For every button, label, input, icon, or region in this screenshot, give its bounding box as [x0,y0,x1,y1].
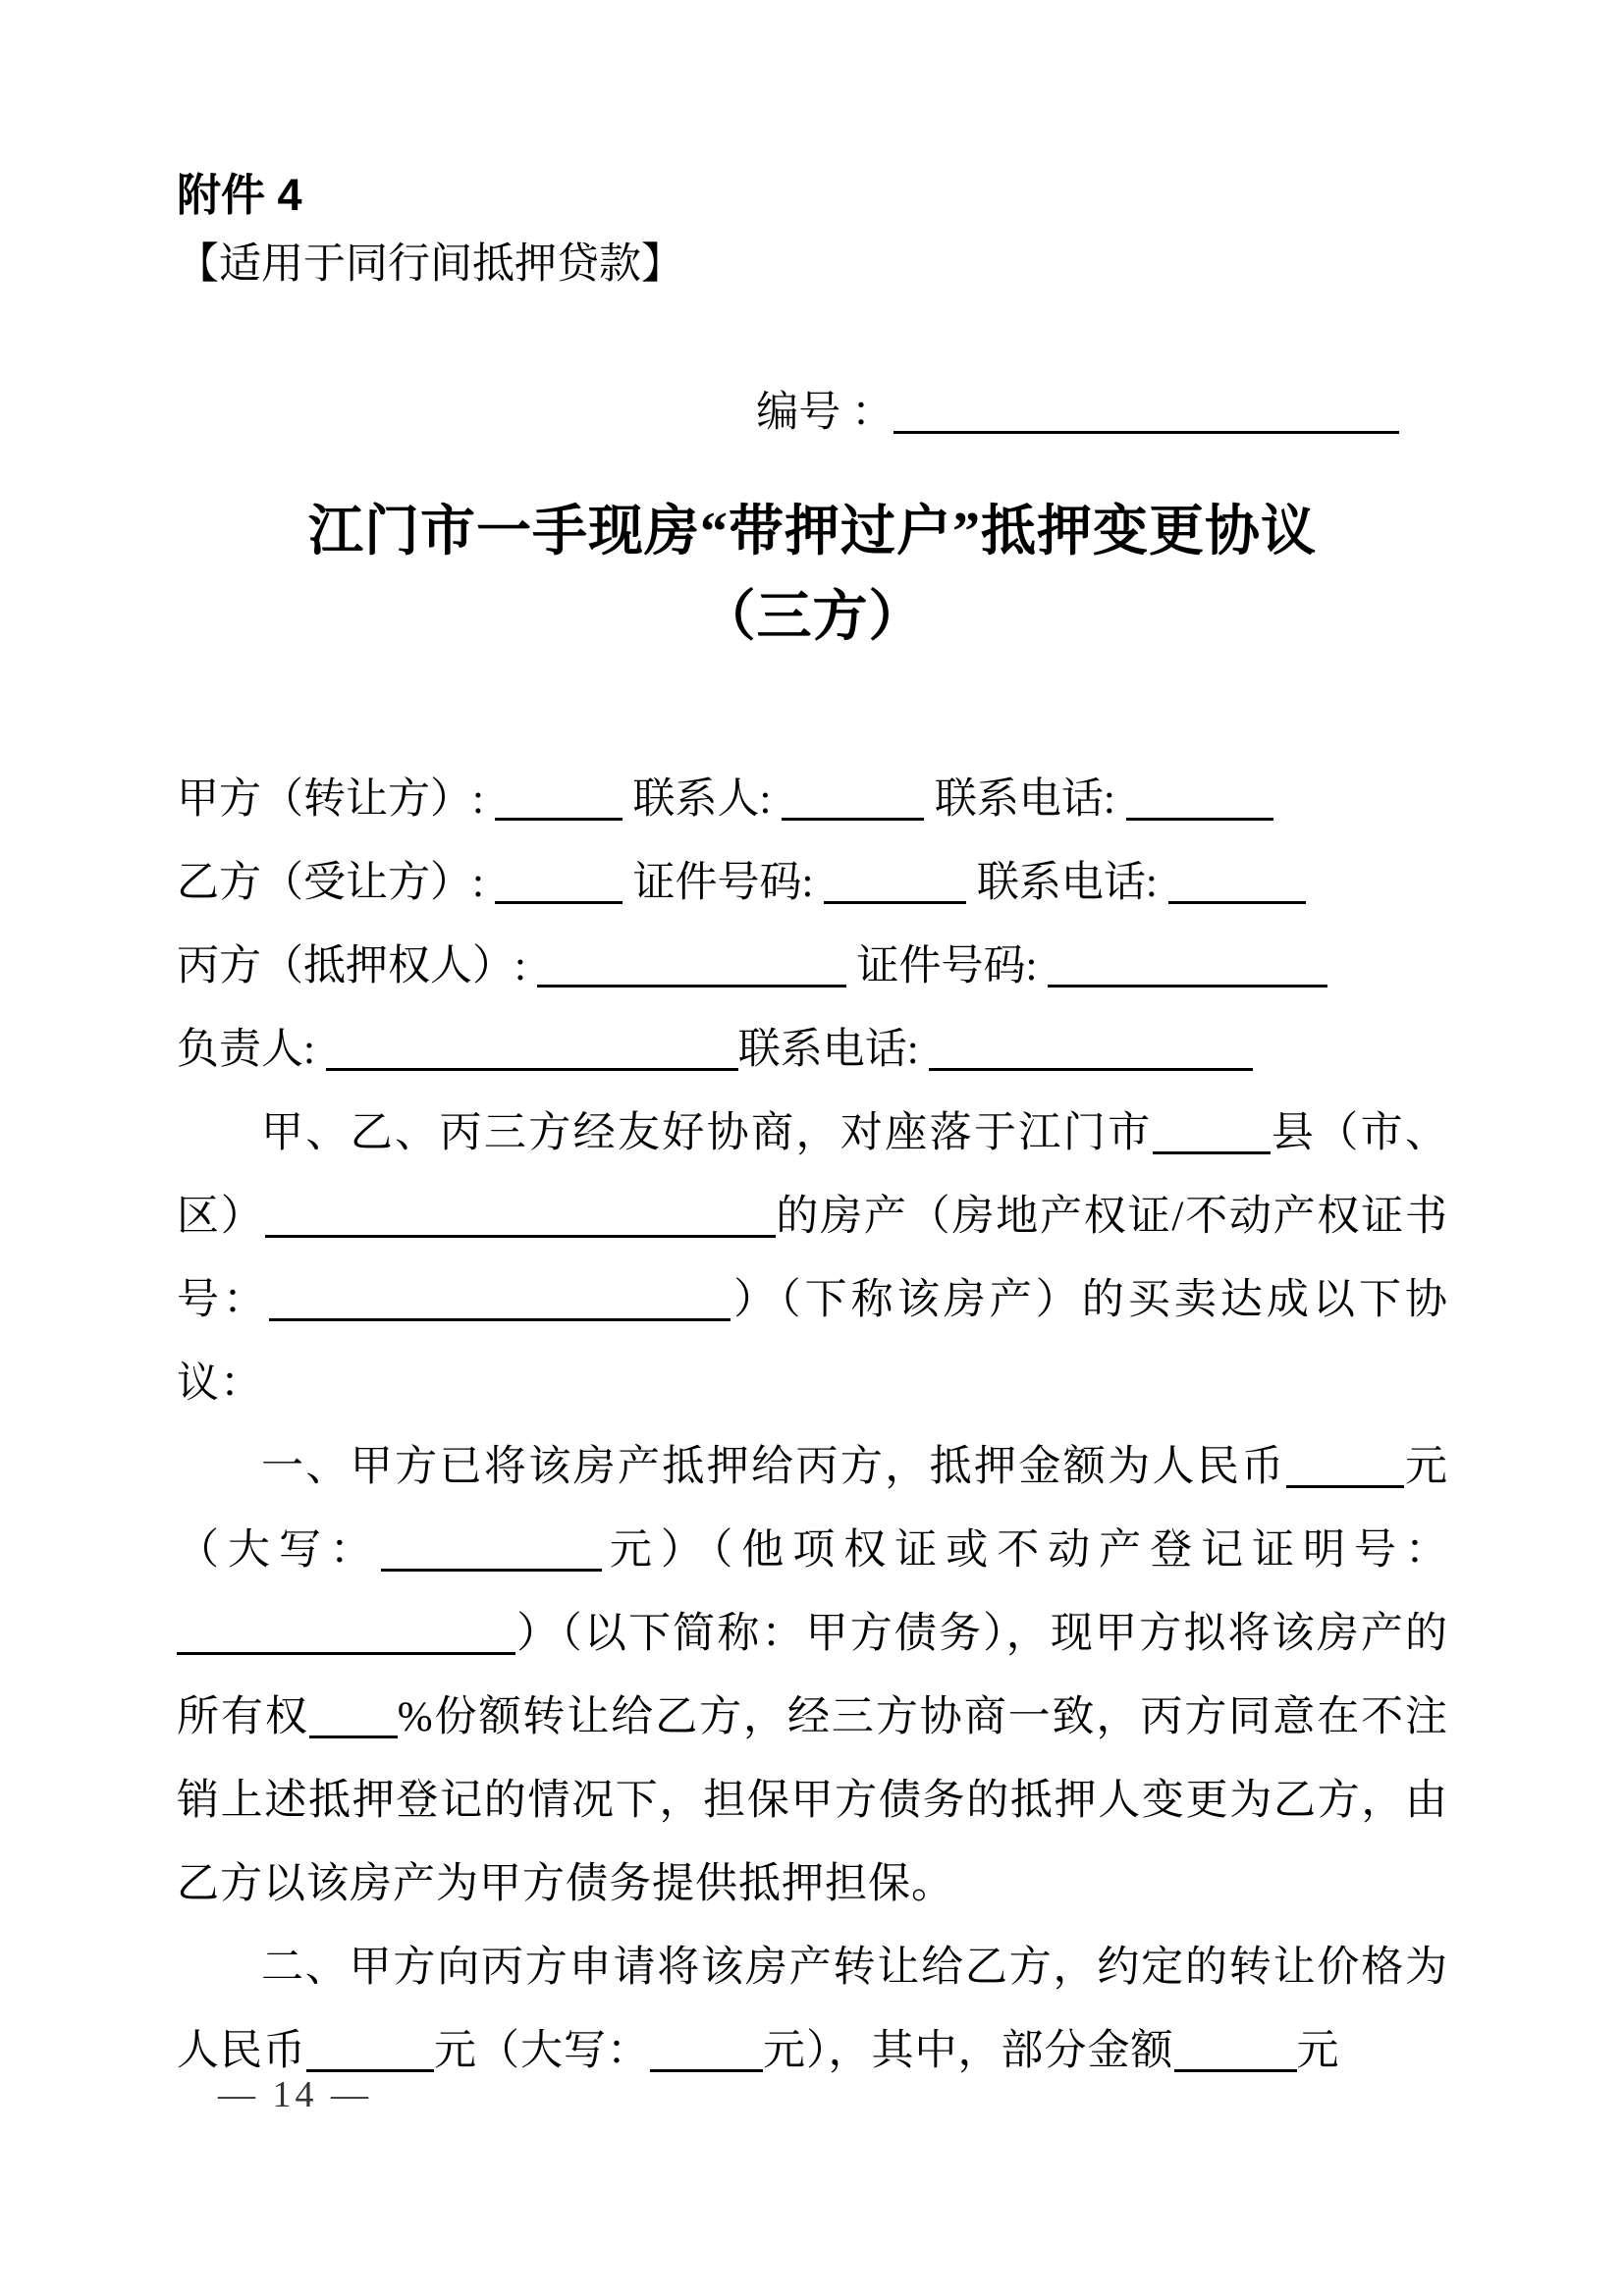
blank-field [495,895,623,904]
text-segment: 乙方（受让方）: [177,860,495,907]
blank-field [1048,979,1327,988]
text-segment: 元），其中，部分金额 [763,2028,1174,2075]
text-segment: %份额转让给乙方，经三方协商一致，丙方同意在不注销上述抵押登记的情况下，担保甲方债务的抵押人变更为乙方，由乙方以该房产为甲方债务提供抵押担保。 [177,1694,1448,1908]
paragraph-preamble [177,1092,1448,1425]
blank-field [1286,1479,1404,1488]
text-segment: 证件号码: [622,860,825,907]
blank-field [537,979,846,988]
attachment-label: 附件 4 [177,170,302,220]
text-segment: 丙方（抵押权人）: [177,943,537,990]
text-segment: 联系电话: [737,1027,930,1074]
blank-field [893,425,1399,434]
text-segment: 元 [1296,2028,1340,2075]
text-segment: ）（以下简称：甲方债务），现甲方拟将该房产的所有权 [177,1611,1448,1741]
document-title: 江门市一手现房“带押过户”抵押变更协议 [308,501,1317,562]
paragraph-clause-1 [177,1425,1448,1926]
text-segment: 证件号码: [845,943,1049,990]
party-c-line [177,925,1448,1008]
blank-field [650,2063,763,2072]
text-segment: 编号 ： [756,389,893,436]
responsible-person-line [177,1008,1448,1092]
applicability-note: 【适用于同行间抵押贷款】 [177,241,683,288]
blank-field [824,895,966,904]
blank-field [495,812,623,821]
party-a-line [177,758,1448,841]
text-segment: 联系人: [622,776,783,824]
parties-section [177,758,1448,1092]
text-segment: 二、甲方向丙方申请将该房产转让给乙方，约定的转让价格为人民币 [177,1945,1448,2075]
text-segment: 县（市、区） [177,1110,1448,1241]
blank-field [265,1229,776,1238]
document-subtitle: （三方） [700,586,925,648]
blank-field [269,1312,731,1321]
text-segment: 元（大写： [177,1444,1448,1575]
text-segment: ）（下称该房产）的买卖达成以下协议： [177,1277,1449,1408]
paragraph-clause-2 [177,1926,1448,2093]
document-content [177,0,1448,2093]
text-segment: 的房产（房地产权证/不动产权证书号： [177,1194,1448,1324]
text-segment: 一、甲方已将该房产抵押给丙方，抵押金额为人民币 [261,1444,1286,1491]
blank-field [177,1646,515,1655]
text-segment: 联系电话: [966,860,1168,907]
blank-field [929,1062,1253,1071]
text-segment: 元）（他项权证或不动产登记证明号： [601,1527,1449,1575]
text-segment: 甲、乙、丙三方经友好协商，对座落于江门市 [261,1110,1153,1157]
text-segment: 元（大写： [434,2028,650,2075]
text-segment: 联系电话: [924,776,1126,824]
blank-field [309,1730,398,1738]
blank-field [1153,1146,1271,1154]
text-segment: 甲方（转让方）: [177,776,495,824]
blank-field [782,812,924,821]
serial-number-row [177,379,1448,439]
blank-field [1168,895,1306,904]
party-b-line [177,841,1448,925]
page-number: — 14 — [218,2074,372,2115]
blank-field [1174,2063,1297,2072]
blank-field [306,2063,434,2072]
blank-field [381,1563,602,1572]
text-segment: 负责人: [177,1027,326,1074]
blank-field [326,1062,738,1071]
blank-field [1126,812,1273,821]
